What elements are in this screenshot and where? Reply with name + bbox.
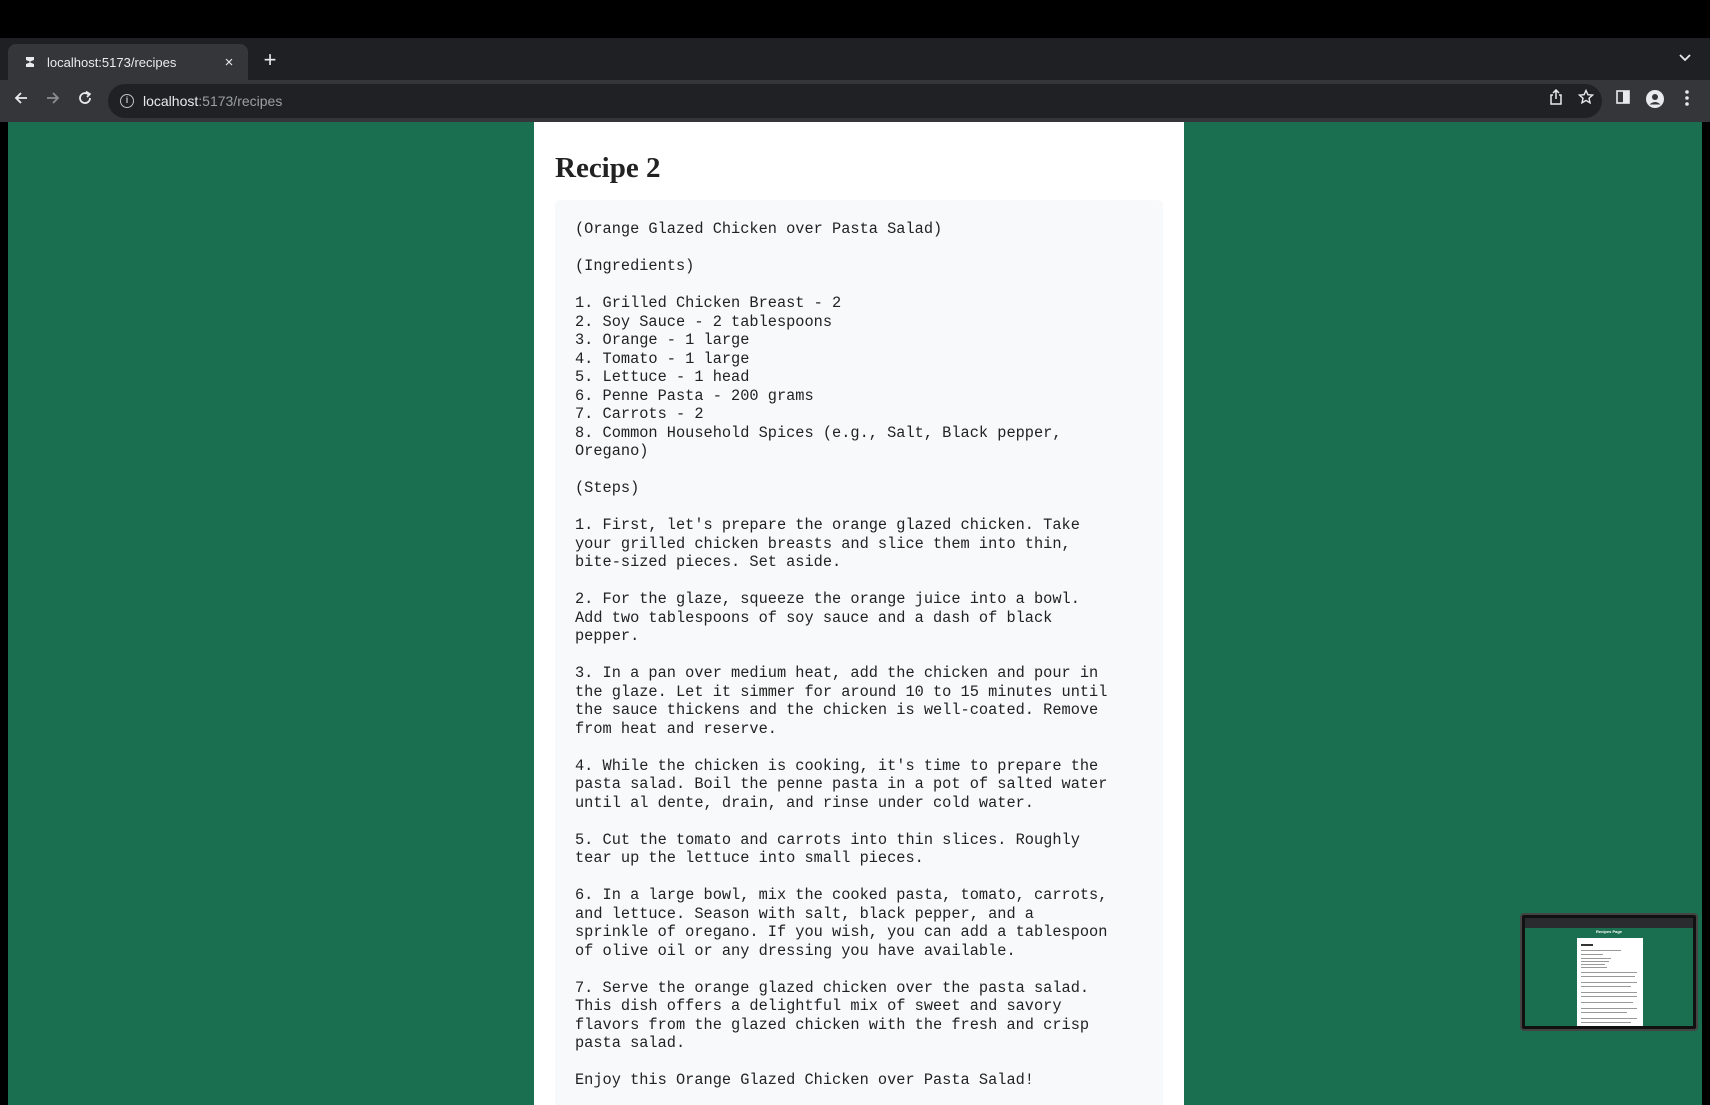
close-tab-icon[interactable]: × [224, 53, 234, 71]
thumbnail-card [1577, 938, 1643, 1026]
recipe-content-box [555, 200, 1163, 1105]
page-viewport [8, 122, 1702, 1105]
thumbnail-line [1581, 1008, 1637, 1009]
thumbnail-line [1581, 982, 1637, 983]
address-bar[interactable] [108, 84, 1602, 118]
back-arrow-icon[interactable] [9, 89, 33, 113]
profile-icon[interactable] [1643, 89, 1667, 113]
browser-toolbar [0, 80, 1710, 122]
side-panel-icon[interactable] [1611, 89, 1635, 113]
new-tab-button[interactable]: + [263, 47, 277, 72]
recipe-heading: Recipe 2 [555, 152, 661, 184]
thumbnail-line [1581, 986, 1631, 987]
thumbnail-line [1581, 1022, 1631, 1023]
star-icon[interactable] [1574, 84, 1598, 118]
window-preview-thumbnail[interactable] [1520, 913, 1698, 1031]
info-icon[interactable]: i [120, 94, 134, 108]
thumbnail-line [1581, 992, 1637, 993]
thumbnail-line [1581, 976, 1635, 977]
tab-favicon-icon [22, 54, 38, 70]
url-host: localhost [143, 93, 199, 109]
thumbnail-line [1581, 996, 1637, 997]
thumbnail-line [1581, 954, 1603, 955]
forward-arrow-icon[interactable] [41, 89, 65, 113]
url-path: :5173/recipes [198, 93, 283, 109]
thumbnail-page [1525, 918, 1693, 1026]
thumbnail-line [1581, 961, 1609, 962]
kebab-menu-icon[interactable] [1675, 89, 1699, 113]
thumbnail-line [1581, 964, 1605, 965]
tab-strip [0, 38, 1710, 80]
thumbnail-line [1581, 950, 1621, 951]
thumbnail-line [1581, 1018, 1637, 1019]
thumbnail-heading: Recipes Page [1595, 929, 1622, 934]
thumbnail-line [1581, 1002, 1633, 1003]
tab-title: localhost:5173/recipes [47, 54, 177, 70]
screen-top-bar [0, 0, 1710, 38]
tab-search-chevron-icon[interactable] [1678, 50, 1692, 67]
thumbnail-line [1581, 958, 1611, 959]
thumbnail-line [1581, 967, 1607, 968]
thumbnail-line [1581, 944, 1593, 946]
reload-icon[interactable] [73, 89, 97, 113]
thumbnail-browser-bar [1525, 918, 1693, 928]
thumbnail-line [1581, 972, 1637, 973]
recipe-body-text: (Orange Glazed Chicken over Pasta Salad) (Ingredients) 1. Grilled Chicken Breast - 2 2. Soy Sauce - 2 tablespoons 3. Orange - 1 large 4. Tomato - 1 large 5. Lettuce - 1 head 6. Penne Pasta - 200 grams 7. Carrots - 2 8. Common Household Spices (e.g., Salt, Black pepper, Oregano) (Steps) 1. First, let's prepare the orange glazed chicken. Take your grilled chicken breasts and slice them into thin, bite-sized pieces. Set aside. 2. For the glaze, squeeze the orange juice into a bowl. Add two tablespoons of soy sauce and a dash of black pepper. 3. In a pan over medium heat, add the chicken and pour in the glaze. Let it simmer for around 10 to 15 minutes until the sauce thickens and the chicken is well-coated. Remove from heat and reserve. 4. While the chicken is cooking, it's time to prepare the pasta salad. Boil the penne pasta in a pot of salted water until al dente, drain, and rinse under cold water. 5. Cut the tomato and carrots into thin slices. Roughly tear up the lettuce into small pieces. 6. In a large bowl, mix the cooked pasta, tomato, carrots, and lettuce. Season with salt, black pepper, and a sprinkle of oregano. If you wish, you can add a tablespoon of olive oil or any dressing you have available. 7. Serve the orange glazed chicken over the pasta salad. This dish offers a delightful mix of sweet and savory flavors from the glazed chicken with the fresh and crisp pasta salad. Enjoy this Orange Glazed Chicken over Pasta Salad! [575, 220, 1108, 1089]
recipe-card [534, 122, 1184, 1105]
share-icon[interactable] [1544, 84, 1568, 118]
active-tab[interactable] [8, 44, 248, 80]
thumbnail-line [1581, 1012, 1627, 1013]
